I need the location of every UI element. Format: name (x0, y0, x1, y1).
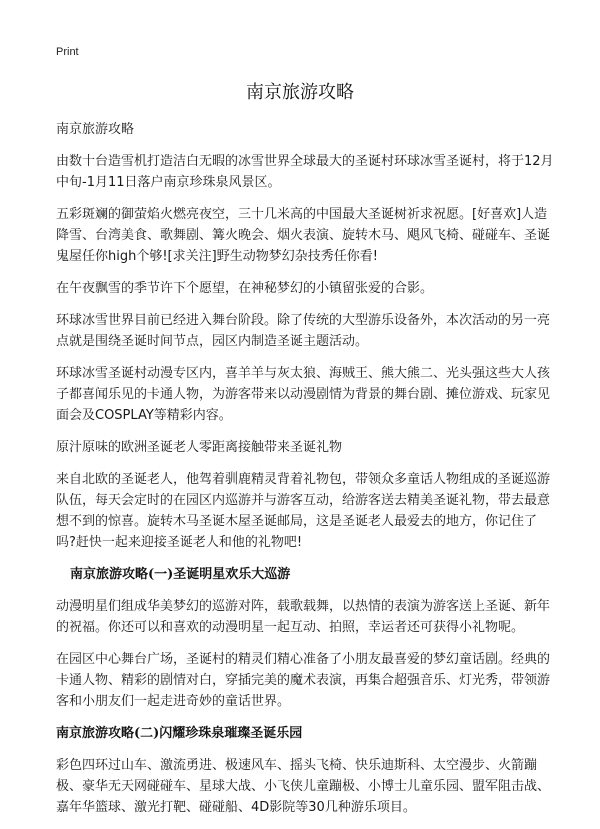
paragraph: 在园区中心舞台广场，圣诞村的精灵们精心准备了小朋友最喜爱的梦幻童话剧。经典的卡通人物、精彩的剧情对白，穿插完美的魔术表演，再集合超强音乐、灯光秀，带领游客和小朋友们一起走进奇妙的童话世界。 (56, 652, 551, 709)
page-title: 南京旅游攻略 (246, 82, 354, 103)
article-body (56, 119, 556, 829)
paragraph: 环球冰雪世界目前已经进入舞台阶段。除了传统的大型游乐设备外，本次活动的另一亮点就是围绕圣诞时间节点，园区内制造圣诞主题活动。 (56, 313, 551, 349)
paragraph: 在午夜飘雪的季节许下个愿望，在神秘梦幻的小镇留张爱的合影。 (56, 281, 434, 296)
section-heading: 南京旅游攻略(一)圣诞明星欢乐大巡游 (70, 567, 291, 582)
paragraph: 南京旅游攻略 (56, 122, 135, 137)
section-heading: 南京旅游攻略(二)闪耀珍珠泉璀璨圣诞乐园 (56, 726, 303, 741)
paragraph: 来自北欧的圣诞老人，他驾着驯鹿精灵背着礼物包，带领众多童话人物组成的圣诞巡游队伍，每天会定时的在园区内巡游并与游客互动，给游客送去精美圣诞礼物，带去最意想不到的惊喜。旋转木马圣诞木屋圣诞邮局，这是圣诞老人最爱去的地方，你记住了吗?赶快一起来迎接圣诞老人和他的礼物吧! (56, 472, 551, 550)
paragraph: 由数十台造雪机打造洁白无暇的冰雪世界全球最大的圣诞村环球冰雪圣诞村，将于12月中旬-1月11日落户南京珍珠泉风景区。 (56, 154, 554, 190)
paragraph: 动漫明星们组成华美梦幻的巡游对阵，载歌载舞，以热情的表演为游客送上圣诞、新年的祝福。你还可以和喜欢的动漫明星一起互动、拍照，幸运者还可获得小礼物呢。 (56, 599, 551, 635)
print-link[interactable]: Print (56, 46, 79, 58)
paragraph: 原汁原味的欧洲圣诞老人零距离接触带来圣诞礼物 (56, 440, 343, 455)
paragraph: 五彩斑斓的御萤焰火燃亮夜空，三十几米高的中国最大圣诞树祈求祝愿。[好喜欢]人造降雪、台湾美食、歌舞剧、篝火晚会、烟火表演、旋转木马、飓风飞椅、碰碰车、圣诞鬼屋任你high个够![求关注]野生动物梦幻杂技秀任你看! (56, 207, 551, 264)
paragraph: 彩色四环过山车、激流勇进、极速风车、摇头飞椅、快乐迪斯科、太空漫步、火箭蹦极、豪华无天网碰碰车、星球大战、小飞侠儿童蹦极、小博士儿童乐园、盟军阻击战、嘉年华篮球、激光打靶、碰碰船、4D影院等30几种游乐项目。 (56, 758, 551, 815)
paragraph: 环球冰雪圣诞村动漫专区内，喜羊羊与灰太狼、海贼王、熊大熊二、光头强这些大人孩子都喜闻乐见的卡通人物，为游客带来以动漫剧情为背景的舞台剧、摊位游戏、玩家见面会及COSPLAY等精彩内容。 (56, 366, 551, 423)
